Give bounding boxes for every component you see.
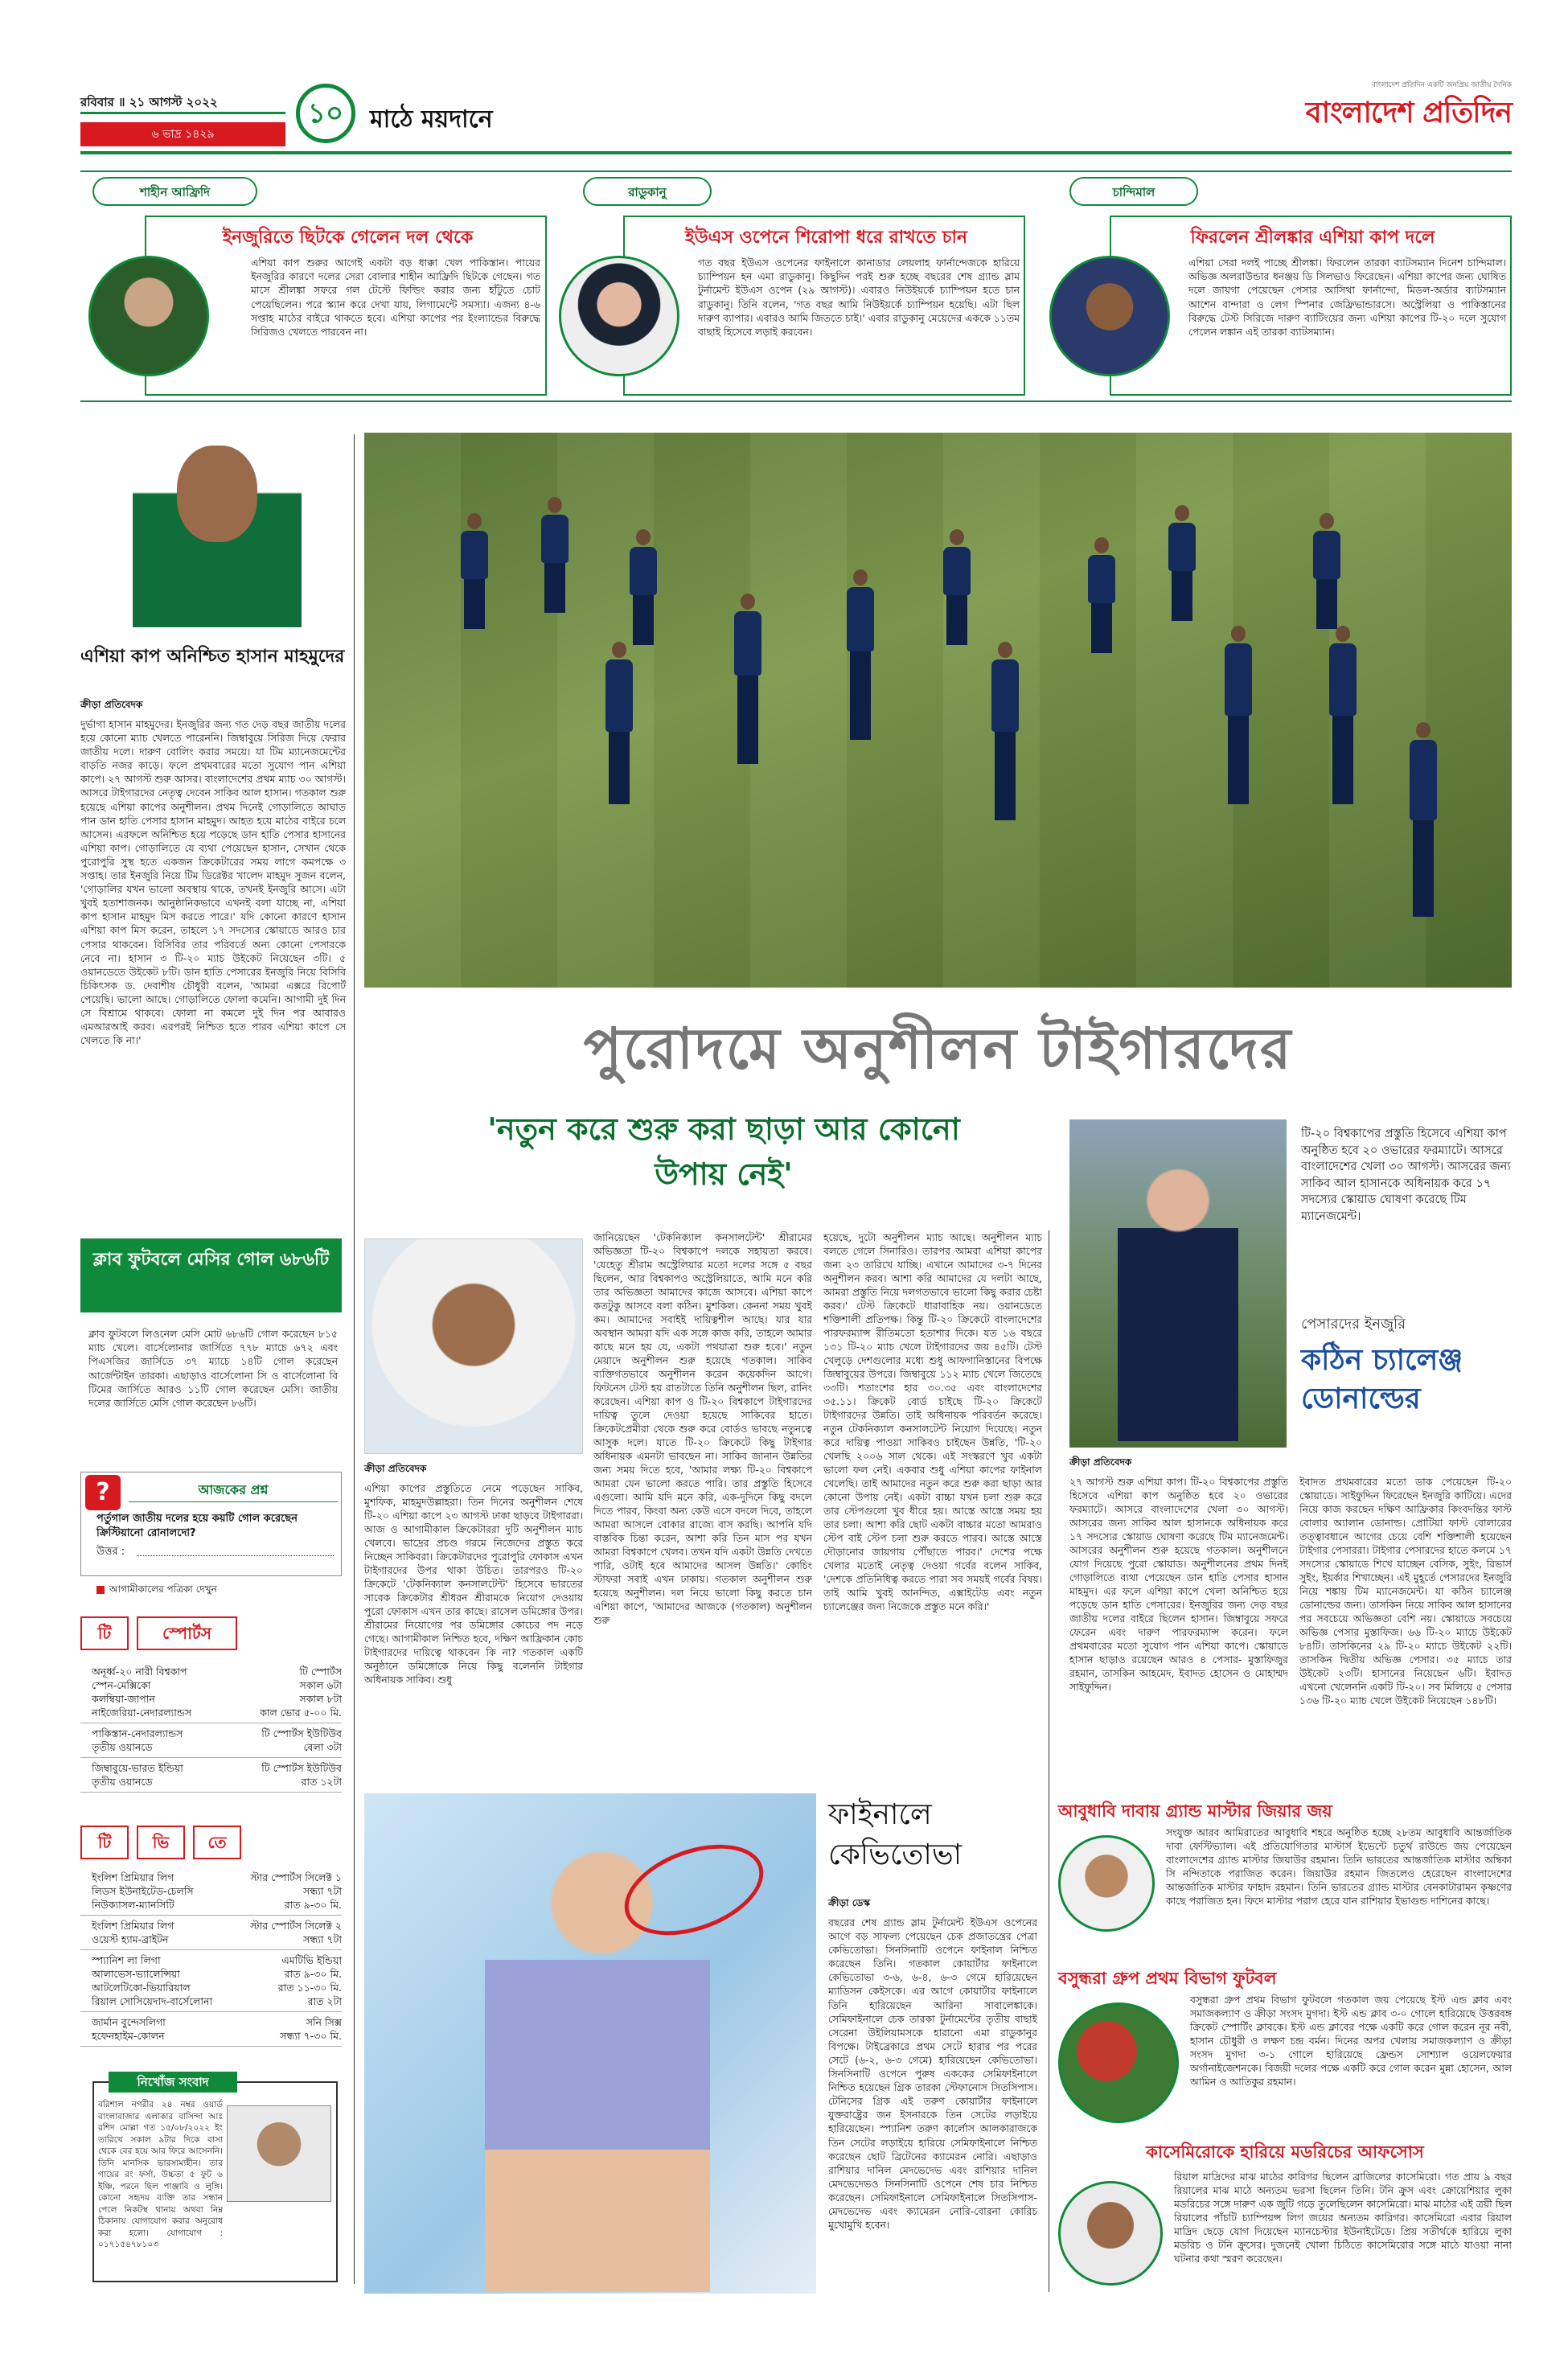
chess-photo <box>1058 1835 1155 1932</box>
donald-photo <box>1069 1119 1287 1448</box>
tv-row <box>80 2012 342 2047</box>
shakib-photo <box>364 1238 583 1454</box>
kvitova-headline: ফাইনালে কেভিতোভা <box>828 1798 963 1871</box>
tv-sports-event: অনূর্ধ্ব-২০ নারী বিশ্বকাপ স্পেন-মেক্সিকো কলম্বিয়া-জাপান নাইজেরিয়া-নেদারল্যান্ডস <box>92 1665 192 1719</box>
practice-photo <box>364 433 1512 988</box>
page-number: ১০ <box>307 97 344 129</box>
donald-col1: ২৭ আগস্ট শুরু এশিয়া কাপ। টি-২০ বিশ্বকাপের প্রস্তুতি হিসেবে এশিয়া কাপ অনুষ্ঠিত হবে ২০ ওভারের ফরম্যাটে। আসরে বাংলাদেশের খেলা ৩০ আগস্ট। আসরের জন্য সাকিব আল হাসানকে অধিনায়ক করে ১৭ সদস্যের স্কোয়াড ঘোষণা করেছে টিম ম্যানেজমেন্ট। আসরের অনুশীলন শুরু হয়েছে গতকাল। অনুশীলনে যোগ দিয়েছে পুরো স্কোয়াড। অনুশীলনের প্রথম দিনই গোড়ালিতে ব্যথা পেয়েছেন ডান হাতি পেসার হাসান মাহমুদ। এর ফলে এশিয়া কাপে খেলা অনিশ্চিত হয়ে পড়েছে ডান হাতি পেসারের। ইনজুরির জন্য দেড় বছর জাতীয় দলের বাইরে ছিলেন হাসান। জিম্বাবুয়ে সফরে ফেরেন এবং দারুণ পারফরম্যান্স করেন। ফলে প্রথমবারের মতো সুযোগ পান এশিয়া কাপে। স্কোয়াডে হাসান ছাড়াও রয়েছেন আরও ৪ পেসার- মুস্তাফিজুর রহমান, তাসকিন আহমেদ, ইবাদত হোসেন ও মোহাম্মদ সাইফুদ্দিন। <box>1069 1476 1288 1693</box>
tv-rows <box>80 1867 342 2047</box>
tv-channel: সনি সিক্স সন্ধ্যা ৭-৩০ মি. <box>280 2016 342 2042</box>
hasan-byline: ক্রীড়া প্রতিবেদক <box>80 699 143 710</box>
player-figure <box>1410 722 1437 917</box>
quiz-footer: আগামীকালের পত্রিকা দেখুন <box>109 1583 217 1595</box>
player-figure <box>991 642 1019 820</box>
main-col2: জানিয়েছেন 'টেকনিক্যাল কনসালটেন্ট' শ্রীরামের অভিজ্ঞতা টি-২০ বিশ্বকাপে দলকে সহায়তা করবে। 'যেহেতু শ্রীরাম অস্ট্রেলিয়ার মতো দলের সঙ্গে ৫ বছর ছিলেন, আর বিশ্বকাপও অস্ট্রেলিয়াতে, আমি মনে করি তার অভিজ্ঞতা আমাদের কাজে আসবে। এশিয়া কাপে কতটুকু আসবে বলা কঠিন। মুশকিল। কেননা সময় খুবই কম। আমাদের সবাইই দায়িত্বশীল আছে। যার যার অবস্থান আমরা যদি এক সঙ্গে কাজ করি, তাহলে আমার কাছে মনে হয় যে, একটা পথযাত্রা শুরু হবে।' নতুন মেয়াদে অনুশীলন শুরু হয়েছে গতকাল। সাকিব ব্যক্তিগতভাবে অনুশীলন করেন কয়েকদিন আগে। ফিটনেস টেস্ট হয় রাতটাতে তিনি অনুশীলন ছিল, রানিং করেছেন। এশিয়া কাপ ও টি-২০ বিশ্বকাপে টাইগারদের দায়িত্ব তুলে দেওয়া হয়েছে সাকিবের হাতে। ক্রিকেটপ্রেমীরা থেকে শুরু করে বোর্ডও ভাবছে নতুনত্বে আসুক দলে। যাতে টি-২০ ক্রিকেটে কিছু টাইগার অধিনায়ক এমনটা ভাবছেন না। সাকিব জানান উন্নতির জন্য সময় দিতে হবে, 'আমার লক্ষ্য টি-২০ বিশ্বকাপে আমরা যেন ভালো করতে পারি। তার প্রস্তুতি হিসেবে এগুলো। আমি যদি মনে করি, এক-দুদিনে কিছু বদলে দিতে পারব, কিংবা অন্য কেউ এসে বদলে দিবে, তাহলে আমরা আসলে বোকার রাজ্যে বাস করছি। আপনি যদি বাস্তবিক চিন্তা করেন, আশা করি তিন মাস পর যখন আমরা বিশ্বকাপে খেলব। তখন যদি একটা উন্নতি দেখতে পারি, ওটাই হবে আমাদের আসল উন্নতি।' কোচিং স্টাফরা সবাই এখন ঢাকায়। গতকাল অনুশীলন শুরু হয়েছে অনুশীলন। দল নিয়ে ভালো কিছু করতে চান এশিয়া কাপে, 'আমাদের আজকে (গতকাল) অনুশীলন শুরু <box>593 1231 812 1626</box>
tv-label-te: তে <box>193 1826 241 1859</box>
kvitova-body: বছরের শেষ গ্র্যান্ড স্লাম টুর্নামেন্ট ইউএস ওপেনের আগে বড় সাফল্য পেয়েছেন চেক প্রজাতন্ত্রের পেত্রা কেভিতোভা। সিনসিনাটি ওপেনে ফাইনাল নিশ্চিত করেছেন তিনি। গতকাল কোয়ার্টার ফাইনালে কেভিতোভা ৩-৬, ৬-৪, ৬-৩ গেমে হারিয়েছেন ম্যাডিসন কেইসকে। এর আগে কোয়ার্টার ফাইনালে তিনি হারিয়েছেন আরিনা সাবালেঙ্কাকে। সেমিফাইনালে চেক তারকা টুর্নামেন্টের তৃতীয় বাছাই সেরেনা উইলিয়ামসকে হারানো এমা রাডুকানুর বিপক্ষে। টাইব্রেকারে প্রথম সেটে হারার পর পরের সেটে (৬-২, ৬-৩ গেমে) হারিয়েছেন কেভিতোভা। সিনসিনাটি ওপেনে পুরুষ এককের সেমিফাইনালে নিশ্চিত হয়েছেন গ্রিক তারকা স্টেফানোস সিতসিপাস। টেনিসের গ্রিক এই তরুণ কোয়ার্টার ফাইনালে যুক্তরাষ্ট্রের জন ইসনারকে তিন সেটের লড়াইয়ে হারিয়েছেন। স্প্যানিশ তরুণ কার্লোস আলকারাজকে তিন সেটের লড়াইয়ে হারিয়ে সেমিফাইনালে নিশ্চিত করেছেন ছোট ব্রিটেনের ক্যামেরন নোরি। এছাড়াও রাশিয়ার দানিল মেদভেদেভ এবং রাশিয়ার দানিল মেদভেদেভও সিনসিনাটি ওপেনে শেষ চার নিশ্চিত করেছেন। সেমিফাইনালে সেমিফাইনালে সিতসিপাস-মেদভেদেভ এবং ক্যামেরন নোরি-বোরনা কোরিচ মুখোমুখি হবেন। <box>828 1916 1037 2232</box>
tv-sports-row <box>80 1661 342 1723</box>
raducanu-headline: ইউএস ওপেনে শিরোপা ধরে রাখতে চান <box>685 228 967 248</box>
donald-byline: ক্রীড়া প্রতিবেদক <box>1069 1456 1132 1468</box>
chandimal-body: এশিয়া সেরা দলই পাচ্ছে শ্রীলঙ্কা। ফিরলেন তারকা ব্যাটসম্যান দিনেশ চান্দিমাল। অভিজ্ঞ অলরাউন্ডার ধনঞ্জয় ডি সিলভাও ফিরেছেন। এশিয়া কাপের জন্য ঘোষিত দলে জায়গা পেয়েছেন পেসার আসিথা ফার্নান্দো, মিডল-অর্ডার ব্যাটসম্যান আশেন বান্দারা ও লেগ স্পিনার জেফ্রিভান্ডারসে। অস্ট্রেলিয়া ও পাকিস্তানের বিরুদ্ধে টেস্ট সিরিজে দারুণ ব্যাটিংয়ের জন্য এশিয়া কাপের টি-২০ দলে সুযোগ পেলেন লঙ্কান এই তারকা ব্যাটসম্যান। <box>1188 257 1506 339</box>
main-quote: 'নতুন করে শুরু করা ছাড়া আর কোনো উপায় নেই' <box>487 1111 960 1192</box>
section-title: মাঠে ময়দানে <box>370 105 493 133</box>
player-figure <box>541 497 569 613</box>
quiz-footer-bullet <box>96 1586 105 1594</box>
tv-sports-row <box>80 1758 342 1793</box>
masthead-date-box-2 <box>80 122 285 146</box>
donald-headline: কঠিন চ্যালেঞ্জ ডোনাল্ডের <box>1301 1344 1463 1415</box>
donald-figure <box>1118 1168 1238 1441</box>
column-rule <box>354 434 355 2284</box>
masthead <box>80 81 1512 153</box>
hasan-headline: এশিয়া কাপ অনিশ্চিত হাসান মাহমুদের <box>80 647 345 667</box>
tag-shaheen: শাহীন আফ্রিদি <box>92 177 257 206</box>
tv-sports-event: পাকিস্তান-নেদারল্যান্ডস তৃতীয় ওয়ানডে <box>92 1727 183 1753</box>
messi-headline: ক্লাব ফুটবলে মেসির গোল ৬৮৬টি <box>80 1238 342 1312</box>
player-figure <box>847 569 874 740</box>
player-figure <box>605 642 633 804</box>
logo <box>1262 79 1512 148</box>
quiz-answer-line <box>137 1555 334 1556</box>
masthead-green-rule <box>80 151 1512 154</box>
player-figure <box>943 529 971 645</box>
casemiro-body: রিয়াল মাদ্রিদের মাঝ মাঠের কারিগর ছিলেন ব্রাজিলের কাসেমিরো। গত প্রায় ৯ বছর রিয়ালের মাঝ মাঠে অন্যতম ভরসা ছিলেন তিনি। টনি ক্রুস এবং ক্রোয়েশিয়ার লুকা মডরিচের সঙ্গে দারুণ এক জুটি গড়ে তুলেছিলেন কাসেমিরো। মাঝ মাঠের এই ত্রয়ী ছিল রিয়ালের পাঁচটি চ্যাম্পিয়ন্স লিগ জয়ের অন্যতম কারিগর। কাসেমিরো এবার রিয়াল মাদ্রিদ ছেড়ে যোগ দিয়েছেন ম্যানচেস্টার ইউনাইটেডে। প্রিয় সতীর্থকে হারিয়ে লুকা মডরিচ ও টনি ক্রুসের। দুজনেই খোলা চিঠিতে কাসেমিরোর সঙ্গে মাঠে যাওয়া নানা ঘটনার কথা স্মরণ করেছেন। <box>1174 2171 1512 2265</box>
raducanu-photo <box>559 256 679 376</box>
tv-channel: এমটিভি ইন্ডিয়া রাত ৯-৩০ মি. রাত ১১-৩০ মি. রাত ২টা <box>277 1954 342 2007</box>
masthead-date-line1: রবিবার ॥ ২১ আগস্ট ২০২২ <box>80 95 218 109</box>
main-col1: এশিয়া কাপের প্রস্তুতিতে নেমে পড়েছেন সাকিব, মুশফিক, মাহমুদউল্লাহরা। তিন দিনের অনুশীলন শেষে টি-২০ এশিয়া কাপে ২৩ আগস্ট ঢাকা ছাড়বে টাইগাররা। আজ ও আগামীকাল ক্রিকেটাররা দুটি অনুশীলন ম্যাচ খেলবে। ভাদ্রের প্রচণ্ড গরমে নিজেদের প্রস্তুত করে নিচ্ছেন সাকিবরা। ক্রিকেটারদের পুরোপুরি ফোকাস এখন টাইগারদের উপর থাকা উচিত। তারপরও টি-২০ ক্রিকেটে 'টেকনিক্যাল কনসালটেন্ট' হিসেবে ভারতের সাবেক ক্রিকেটার শ্রীধরন শ্রীরামকে নিয়োগ দেওয়ায় পুরো ফোকাস এখন তার কাছে। রাসেল ডমিঙ্গোর উপর। শ্রীরামের নিয়োগের পর ডমিঙ্গোর কোচের পদ নড়ে গেছে। আগামীকাল নিশ্চিত হবে, দক্ষিণ আফ্রিকান কোচ টাইগারদের দায়িত্বে থাকবেন কি না? গতকাল একটি অনুষ্ঠানে ডমিঙ্গোকে নিয়ে কিছু বলেননি টাইগার অধিনায়ক সাকিব। শুধু <box>364 1482 583 1686</box>
tv-sports-t: টি <box>80 1616 129 1650</box>
shaheen-photo <box>88 256 209 376</box>
tv-row <box>80 1950 342 2012</box>
raducanu-body: গত বছর ইউএস ওপেনের ফাইনালে কানাডার লেয়লাহ ফার্নান্দেজকে হারিয়ে চ্যাম্পিয়ন হন এমা রাডুকানু। কিছুদিন পরই শুরু হচ্ছে বছরের শেষ গ্র্যান্ড স্লাম টুর্নামেন্ট ইউএস ওপেন (২৯ আগস্ট)। এবারও নিউইয়র্কে চ্যাম্পিয়ন হতে চান রাডুকানু। তিনি বলেন, 'গত বছর আমি নিউইয়র্কে চ্যাম্পিয়ন হয়েছি। এটা ছিল দারুণ ব্যাপার। এবারও আমি জিততে চাই।' এবার রাডুকানু মেয়েদের এককে ১১তম বাছাই হিসেবে লড়াই করবেন। <box>698 257 1020 339</box>
logo-wordmark: বাংলাদেশ প্রতিদিন <box>1305 97 1512 129</box>
tv-event: ইংলিশ প্রিমিয়ার লিগ ওয়েস্ট হ্যাম-ব্রাইটন <box>92 1920 174 1945</box>
tv-sports-channel: টি স্পোর্টস সকাল ৬টা সকাল ৮টা কাল ভোর ৫-০০ মি. <box>260 1665 342 1719</box>
shaheen-headline: ইনজুরিতে ছিটকে গেলেন দল থেকে <box>222 228 474 248</box>
quiz-icon: ? <box>85 1475 121 1510</box>
donald-intro: টি-২০ বিশ্বকাপের প্রস্তুতি হিসেবে এশিয়া কাপ অনুষ্ঠিত হবে ২০ ওভারের ফরম্যাটে। আসরে বাংলাদেশের খেলা ৩০ আগস্ট। আসরের জন্য সাকিব আল হাসানকে অধিনায়ক করে ১৭ সদস্যের স্কোয়াড ঘোষণা করেছে টিম ম্যানেজমেন্ট। <box>1301 1127 1511 1223</box>
chandimal-photo <box>1049 256 1170 376</box>
page-number-badge <box>296 84 355 143</box>
tv-row <box>80 1916 342 1950</box>
main-headline: পুরোদমে অনুশীলন টাইগারদের <box>583 1016 1293 1082</box>
kvitova-byline: ক্রীড়া ডেস্ক <box>828 1897 871 1908</box>
tv-sports-rows <box>80 1661 342 1793</box>
kvitova-photo <box>364 1793 816 2294</box>
tv-sports-event: জিম্বাবুয়ে-ভারত ইন্ডিয়া তৃতীয় ওয়ানডে <box>92 1762 183 1788</box>
player-figure <box>1088 537 1115 653</box>
chandimal-headline: ফিরলেন শ্রীলঙ্কার এশিয়া কাপ দলে <box>1190 228 1435 248</box>
missing-title: নিখোঁজ সংবাদ <box>109 2072 237 2093</box>
quiz-answer-label: উত্তর : <box>96 1546 125 1558</box>
hasan-face <box>177 446 257 542</box>
casemiro-headline: কাসেমিরোকে হারিয়ে মডরিচের আফসোস <box>1146 2142 1424 2162</box>
donald-col2: ইবাদত প্রথমবারের মতো ডাক পেয়েছেন টি-২০ স্কোয়াডে। সাইফুদ্দিন ফিরেছেন ইনজুরি কাটিয়ে। এদের নিয়ে কাজ করছেন দক্ষিণ আফ্রিকার কিংবদন্তির ফাস্ট বোলার অ্যালান ডোনাল্ড। প্রোটিয়া ফাস্ট বোলারের তত্ত্বাবধানে আগের চেয়ে বেশি শক্তিশালী হয়েছেন টাইগার পেসাররা। টাইগার পেসারদের হাতে কলমে ১৭ সদস্যের স্কোয়াডে শিখে যাচ্ছেন বেসিক, সুইং, রিভার্স সুইং, ইয়র্কার শিখাচ্ছেন। এই মুহূর্তে পেসারদের ইনজুরি নিয়ে শঙ্কায় টিম ম্যানেজমেন্ট। যা কঠিন চ্যালেঞ্জ ডোনাল্ডের জন্য। তাসকিন নিয়ে সাকিব আল হাসানের পর সবচেয়ে অভিজ্ঞতা বেশি নয়। স্কোয়াডে সবচেয়ে অভিজ্ঞ পেসার মুস্তাফিজ। ৬৬ টি-২০ ম্যাচে উইকেট ৮৪টি। তাসকিনের ২৯ টি-২০ ম্যাচে উইকেট ২২টি। তাসকিন দ্বিতীয় অভিজ্ঞ পেসার। ৩৫ ম্যাচে তার উইকেট ২৩টি। হাসানের নিয়েছেন ৬টি। ইবাদত এখনো খেলেননি একটি টি-২০। সব মিলিয়ে ৫ পেসার ১৩৬ টি-২০ ম্যাচ খেলে উইকেট নিয়েছেন ১৪৮টি। <box>1299 1476 1512 1707</box>
main-col3: হয়েছে, দুটো অনুশীলন ম্যাচ আছে। অনুশীলন ম্যাচ বলতে গেলে সিনারিও। তারপর আমরা এশিয়া কাপের জন্য ২৩ তারিখে যাচ্ছি। এখানে আমাদের ৩-৭ দিনের অনুশীলন করব। আশা করি আমাদের যে দলটা আছে, আমরা প্রস্তুতি নিয়ে দলগতভাবে ভালো কিছু করার চেষ্টা করব।' টেস্ট ক্রিকেটে ধারাবাহিক নয়। ওয়ানডেতে শক্তিশালী প্রতিপক্ষ। কিন্তু টি-২০ ক্রিকেটে বাংলাদেশের পারফরম্যান্স রীতিমতো হতাশার দিকে। যত ১৬ বছরে ১৩১ টি-২০ ম্যাচ খেলে টাইগারদের জয় ৪৫টি। টেস্ট খেলুড়ে দেশগুলোর মধ্যে শুধু আফগানিস্তানের বিপক্ষে জিম্বাবুয়ের উপরে। জিম্বাবুয়ে ১১২ ম্যাচ খেলে জিতেছে ৩৩টি। শতাংশের হার ৩০.৩৫ এবং বাংলাদেশের ৩৫.১১। ক্রিকেট বোর্ড চাইছে টি-২০ ক্রিকেটে টাইগারদের উন্নতি। তাই অধিনায়ক পরিবর্তন করেছে। নতুন টেকনিক্যাল কনসালটেন্ট নিয়োগ দিয়েছে। নতুন করে দায়িত্ব পাওয়া সাকিবও চাইছেন উন্নতি, 'টি-২০ খেলছি ২০০৬ সাল থেকে। এই সংস্করণে খুব একটা ভালো ফল নেই। একবার শুধু এশিয়া কাপের ফাইনাল খেলেছি। তাই আমাদের নতুন করে শুরু করা ছাড়া আর কোনো উপায় নেই। একটা বাচ্চা যখন চলা শুরু করে তার স্টেপগুলো খুব ধীরে হয়। আস্তে আস্তে সময় হয় তার চলা। আশা করি ছোট একটা বাচ্চার মতো আমরাও স্টেপ বাই স্টেপ চলা শুরু করতে পারব। আস্তে আস্তে দৌড়ানোর জায়গায় পৌঁছাতে পারব।' দেশের পক্ষে খেলার মতোই নেতৃত্ব দেওয়া গর্বের বলেন সাকিব, 'দেশকে প্রতিনিধিত্ব করতে পারা সব সময়ই গর্বের বিষয়। তাই আমি খুবই আনন্দিত, এক্সাইটেড এবং নতুন চ্যালেঞ্জের জন্য নিজেকে প্রস্তুত মনে করি।' <box>823 1231 1042 1612</box>
player-figure <box>461 513 488 629</box>
shaheen-body: এশিয়া কাপ শুরুর আগেই একটা বড় ধাক্কা খেল পাকিস্তান। পায়ের ইনজুরির কারণে দলের সেরা বোলার শাহীন আফ্রিদি ছিটকে গেছেন। গত মাসে শ্রীলঙ্কা সফরে গল টেস্টে ফিল্ডিং করার জন্য হাঁটুতে চোট পেয়েছিলেন। পরে স্ক্যান করে দেখা যায়, লিগামেন্টে সমস্যা। এজন্য ৪-৬ সপ্তাহ মাঠের বাইরে থাকতে হবে। এশিয়া কাপের পর ইংল্যান্ডের বিরুদ্ধে সিরিজও খেলতে পারবেন না। <box>251 257 540 339</box>
tv-row <box>80 1867 342 1916</box>
logo-tagline: বাংলাদেশ প্রতিদিন একটি জনপ্রিয় জাতীয় দৈনিক <box>1371 81 1512 89</box>
tv-sports-label <box>80 1616 342 1650</box>
quiz-title: আজকের প্রশ্ন <box>129 1480 338 1502</box>
tv-channel: স্টার স্পোর্টস সিলেক্ট ১ সন্ধ্যা ৭টা রাত ৯-৩০ মি. <box>250 1871 342 1911</box>
player-figure <box>1168 505 1196 621</box>
player-figure <box>734 594 761 764</box>
donald-kicker: পেসারদের ইনজুরি <box>1301 1316 1406 1333</box>
tv-sports-sports: স্পোর্টস <box>137 1616 237 1650</box>
player-figure <box>1329 626 1357 804</box>
tv-sports-channel: টি স্পোর্টস ইউটিউব রাত ১২টা <box>261 1762 342 1788</box>
tv-sports-channel: টি স্পোর্টস ইউটিউব বেলা ৩টা <box>261 1727 342 1753</box>
chess-body: সংযুক্ত আরব আমিরাতের আবুধাবি শহরে অনুষ্ঠিত হচ্ছে ২৮তম আবুধাবি আন্তর্জাতিক দাবা ফেস্টিভ্যাল। এই প্রতিযোগিতার মাস্টার্স ইভেন্টে চতুর্থ রাউন্ডে জয় পেয়েছেন বাংলাদেশের গ্র্যান্ড মাস্টার জিয়াউর রহমান। তিনি ভারতের আন্তর্জাতিক মাস্টার অম্বিকা সি নন্দিতাকে পরাজিত করেন। জিয়াউর রহমান জিতলেও হেরেছেন বাংলাদেশের আন্তর্জাতিক মাস্টার ফাহাদ রহমান। তিনি ভারতের গ্র্যান্ড মাস্টার বেনকাটারামন কৃষ্ণণের কাছে পরাজিত হন। ফিদে মাস্টার পরাগ হেরে যান রাশিয়ার ইভাগুন্ড দাশিনের কাছে। <box>1166 1826 1512 1907</box>
tag-raducanu: রাডুকানু <box>583 177 712 206</box>
casemiro-photo <box>1058 2181 1163 2286</box>
player-figure <box>1313 513 1340 629</box>
football-photo <box>1058 2002 1179 2123</box>
tag-chandimal: চান্দিমাল <box>1069 177 1198 206</box>
tv-event: স্প্যানিশ লা লিগা আলাভেস-ভ্যালেন্সিয়া আটলেটিকো-ভিয়ারিয়াল রিয়াল সোসিয়েদাদ-বার্সেলোনা <box>92 1954 213 2007</box>
tv-label-t: টি <box>80 1826 129 1859</box>
football-body: বসুন্ধরা গ্রুপ প্রথম বিভাগ ফুটবলে গতকাল জয় পেয়েছে ইস্ট এন্ড ক্লাব এবং সমাজকল্যাণ ও ক্রীড়া সংসদ মুগদা। ইস্ট এন্ড ক্লাব ৩-০ গোলে হারিয়েছে উত্তরবঙ্গ ক্রিকেট স্পোর্টিং ক্লাবকে। ইস্ট এন্ড ক্লাবের পক্ষে একটি করে গোল করেন নূর নবী, হাসান চৌধুরী ও লক্ষণ চন্দ্র বর্মন। দিনের অপর খেলায় সমাজকল্যাণ ও ক্রীড়া সংসদ মুগদা ৩-১ গোলে হারিয়েছে ফ্রেন্ডস সোশ্যাল ওয়েলফেয়ার অর্গানাইজেশনকে। বিজয়ী দলের পক্ষে একটি করে গোল করেন মুন্না হোসেন, আল আমিন ও আতিকুর রহমান। <box>1190 1994 1512 2088</box>
hasan-photo <box>133 434 302 627</box>
messi-body: ক্লাব ফুটবলে লিওনেল মেসি মোট ৬৮৬টি গোল করেছেন ৮১৫ ম্যাচ খেলে। বার্সেলোনার জার্সিতে ৭৭৮ ম্যাচে ৬৭২ এবং পিএসজির জার্সিতে ৩৭ ম্যাচে ১৪টি গোল করেছেন আর্জেন্টাইন তারকা। এছাড়াও বার্সেলোনা সি ও বার্সেলোনা বি টিমের জার্সিতে আরও ১১টি গোল করেছেন মেসি। জাতীয় দলের জার্সিতে মেসি গোল করেছেন ৮৬টি। <box>88 1328 338 1410</box>
football-headline: বসুন্ধরা গ্রুপ প্রথম বিভাগ ফুটবল <box>1058 1969 1277 1988</box>
masthead-date-line2: ৬ ভাদ্র ১৪২৯ <box>151 128 215 141</box>
tv-event: জার্মান বুন্দেসলিগা হফেনহাইম-কোলন <box>92 2016 166 2042</box>
tv-channel: স্টার স্পোর্টস সিলেক্ট ২ সন্ধ্যা ৭টা <box>250 1920 342 1945</box>
tv-sports-row <box>80 1723 342 1758</box>
missing-photo <box>227 2105 331 2202</box>
chess-headline: আবুধাবি দাবায় গ্র্যান্ড মাস্টার জিয়ার জয় <box>1058 1801 1332 1821</box>
player-figure <box>1225 626 1252 804</box>
masthead-date-box <box>80 90 285 114</box>
main-byline: ক্রীড়া প্রতিবেদক <box>364 1463 427 1474</box>
player-figure <box>630 529 657 645</box>
tv-label-v: ভি <box>137 1826 185 1859</box>
tv-event: ইংলিশ প্রিমিয়ার লিগ লিডস ইউনাইটেড-চেলসি নিউক্যাসল-ম্যানসিটি <box>92 1871 194 1911</box>
tv-label <box>80 1826 342 1859</box>
hasan-body: দুর্ভাগা হাসান মাহমুদের। ইনজুরির জন্য গত দেড় বছর জাতীয় দলের হয়ে কোনো ম্যাচ খেলতে পারেননি। জিম্বাবুয়ে সিরিজ দিয়ে ফেরার জাতীয় দলে। দারুণ বোলিং করার সময়ে। যা টিম ম্যানেজমেন্টের বাড়তি নজর কাড়ে। ফলে প্রথমবারের মতো সুযোগ পান এশিয়া কাপে। ২৭ আগস্ট শুরু আসর। বাংলাদেশের প্রথম ম্যাচ ৩০ আগস্ট। আসরে টাইগারদের নেতৃত্ব দেবেন সাকিব আল হাসান। গতকাল শুরু হয়েছে এশিয়া কাপের অনুশীলন। প্রথম দিনেই গোড়ালিতে আঘাত পান ডান হাতি পেসার হাসান মাহমুদ। আহত হয়ে মাঠের বাইরে চলে আসেন। এরফলে অনিশ্চিত হয়ে পড়েছে ডান হাতি পেসার হাসানের এশিয়া কাপ। গোড়ালিতে যে ব্যথা পেয়েছেন হাসান, সেখান থেকে পুরোপুরি সুস্থ হতে একজন ক্রিকেটারের সময় লাগে কমপক্ষে ৩ সপ্তাহ। তার ইনজুরি নিয়ে টিম ডিরেক্টর খালেদ মাহমুদ সুজন বলেন, 'গোড়ালির যখন ভালো অবস্থায় থাকে, তখনই ইনজুরি আসে। এটা খুবই হতাশাজনক। আনুষ্ঠানিকভাবে এখনই বলা যাচ্ছে না, এশিয়া কাপ হাসান মাহমুদ মিস করতে পারে।' যদি কোনো কারণে হাসান এশিয়া কাপ মিস করেন, তাহলে ১৭ সদস্যের স্কোয়াডে আরও চার পেসার থাকবেন। বিসিবির তার পরিবর্তে অন্য কোনো পেসারকে নেবে না। হাসান ৩ টি-২০ ম্যাচ উইকেট নিয়েছেন ৩টি। ৫ ওয়ানডেতে উইকেট ৮টি। ডান হাতি পেসারের ইনজুরি নিয়ে বিসিবি চিকিৎসক ড. দেবাশীষ চৌধুরী বলেন, 'আমরা এক্সরে রিপোর্ট পেয়েছি। ভালো আছে। গোড়ালিতে ফোলা কমেনি। আগামী দুই দিন সে বিশ্রামে থাকবে। ফোলা না কমলে দুই দিন পর আবারও এমআরআই করব। এরপরই নিশ্চিত হতে পারব এশিয়া কাপে সে খেলতে কি না।' <box>80 718 346 1047</box>
quiz-question: পর্তুগাল জাতীয় দলের হয়ে কয়টি গোল করেছেন ক্রিস্টিয়ানো রোনালদো? <box>96 1513 298 1539</box>
missing-body: বরিশাল নগরীর ২৪ নম্বর ওয়ার্ড বাংলাবাজার এলাকার বাসিন্দা আঃ রশিদ মোল্লা গত ১৫/০৮/২০২২ ইং তারিখে সকাল ৯টার দিকে বাসা থেকে বের হয়ে আর ফিরে আসেননি। তিনি মানসিক ভারসাম্যহীন। তার গায়ের রং ফর্সা, উচ্চতা ৫ ফুট ৬ ইঞ্চি, পরনে ছিল পাঞ্জাবি ও লুঙ্গি। কোনো সহৃদয় ব্যক্তি তার সন্ধান পেলে নিকটস্থ থানায় অথবা নিম্ন ঠিকানায় যোগাযোগ করার অনুরোধ করা হলো। যোগাযোগ : ০১৭১৫৪৭৮১০৩ <box>98 2100 223 2249</box>
